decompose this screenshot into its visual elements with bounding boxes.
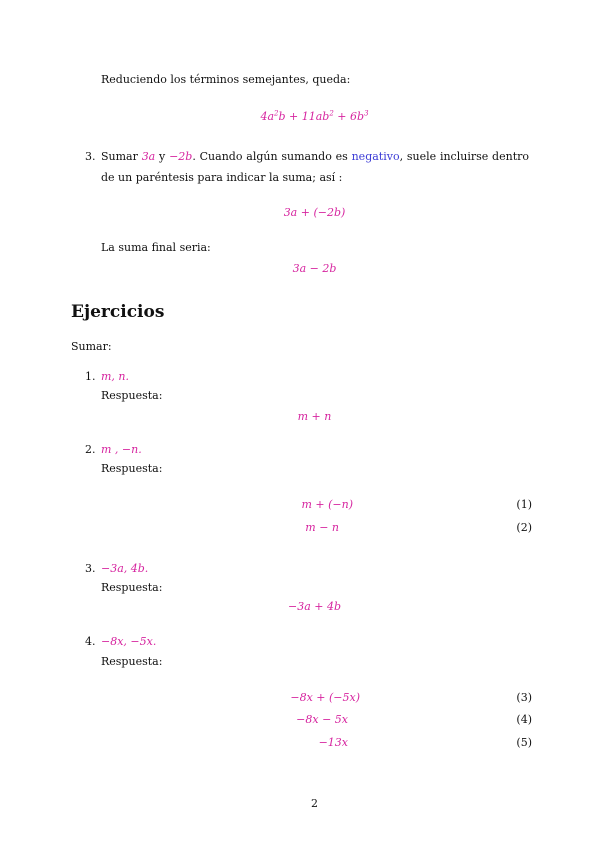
- equation-1: m + (−n): [301, 498, 353, 511]
- item3-text-b: y: [155, 150, 170, 163]
- item3-expression-text: 3a + (−2b): [283, 206, 346, 219]
- exercise-1-number: 1.: [85, 370, 96, 383]
- item3-number: 3.: [85, 150, 96, 163]
- exercise-2-terms: m , −n.: [101, 443, 142, 456]
- exercise-3-answer: [0, 600, 599, 613]
- section-intro: Sumar:: [71, 340, 112, 353]
- equation-2: m − n: [305, 521, 339, 534]
- exercise-3-answer-text: −3a + 4b: [287, 600, 342, 613]
- exercise-1-answer-text: m + n: [297, 410, 332, 423]
- equation-1-tag: (1): [516, 498, 532, 511]
- exercise-4-terms: −8x, −5x.: [101, 635, 157, 648]
- exercise-4-number: 4.: [85, 635, 96, 648]
- exercise-3-answer-label: Respuesta:: [101, 581, 163, 594]
- item3-term1: 3a: [141, 150, 156, 163]
- item3-expression: [0, 206, 599, 219]
- item3-text-a: Sumar: [101, 150, 142, 163]
- section-heading: Ejercicios: [71, 302, 165, 322]
- item3-final-label: La suma final seria:: [101, 241, 211, 254]
- negativo-link[interactable]: negativo: [351, 150, 400, 163]
- equation-3-tag: (3): [516, 691, 532, 704]
- reduce-result: $4a^2b + 11ab^2 + 6b^3$: [260, 109, 369, 123]
- equation-5: −13x: [318, 736, 348, 749]
- exercise-3-number: 3.: [85, 562, 96, 575]
- exercise-1-answer-label: Respuesta:: [101, 389, 163, 402]
- equation-4-tag: (4): [516, 713, 532, 726]
- item3-paragraph: [101, 146, 529, 188]
- exercise-2-number: 2.: [85, 443, 96, 456]
- equation-5-tag: (5): [516, 736, 532, 749]
- item3-final-result-text: 3a − 2b: [292, 262, 337, 275]
- equation-4: −8x − 5x: [296, 713, 348, 726]
- page-number: 2: [311, 797, 318, 810]
- equation-2-tag: (2): [516, 521, 532, 534]
- exercise-3-terms: −3a, 4b.: [101, 562, 149, 575]
- exercise-1-terms: m, n.: [101, 370, 130, 383]
- item3-text-c: . Cuando algún sumando es: [192, 150, 352, 163]
- exercise-2-answer-label: Respuesta:: [101, 462, 163, 475]
- exercise-1-answer: [0, 410, 599, 423]
- item3-final-result: [0, 262, 599, 275]
- reduce-text: Reduciendo los términos semejantes, queda:: [101, 73, 351, 86]
- exercise-4-answer-label: Respuesta:: [101, 655, 163, 668]
- item3-text-d: , suele incluirse dentro de un paréntesis para indicar la suma; así :: [101, 150, 529, 184]
- item3-term2: −2b: [169, 150, 193, 163]
- equation-3: −8x + (−5x): [290, 691, 360, 704]
